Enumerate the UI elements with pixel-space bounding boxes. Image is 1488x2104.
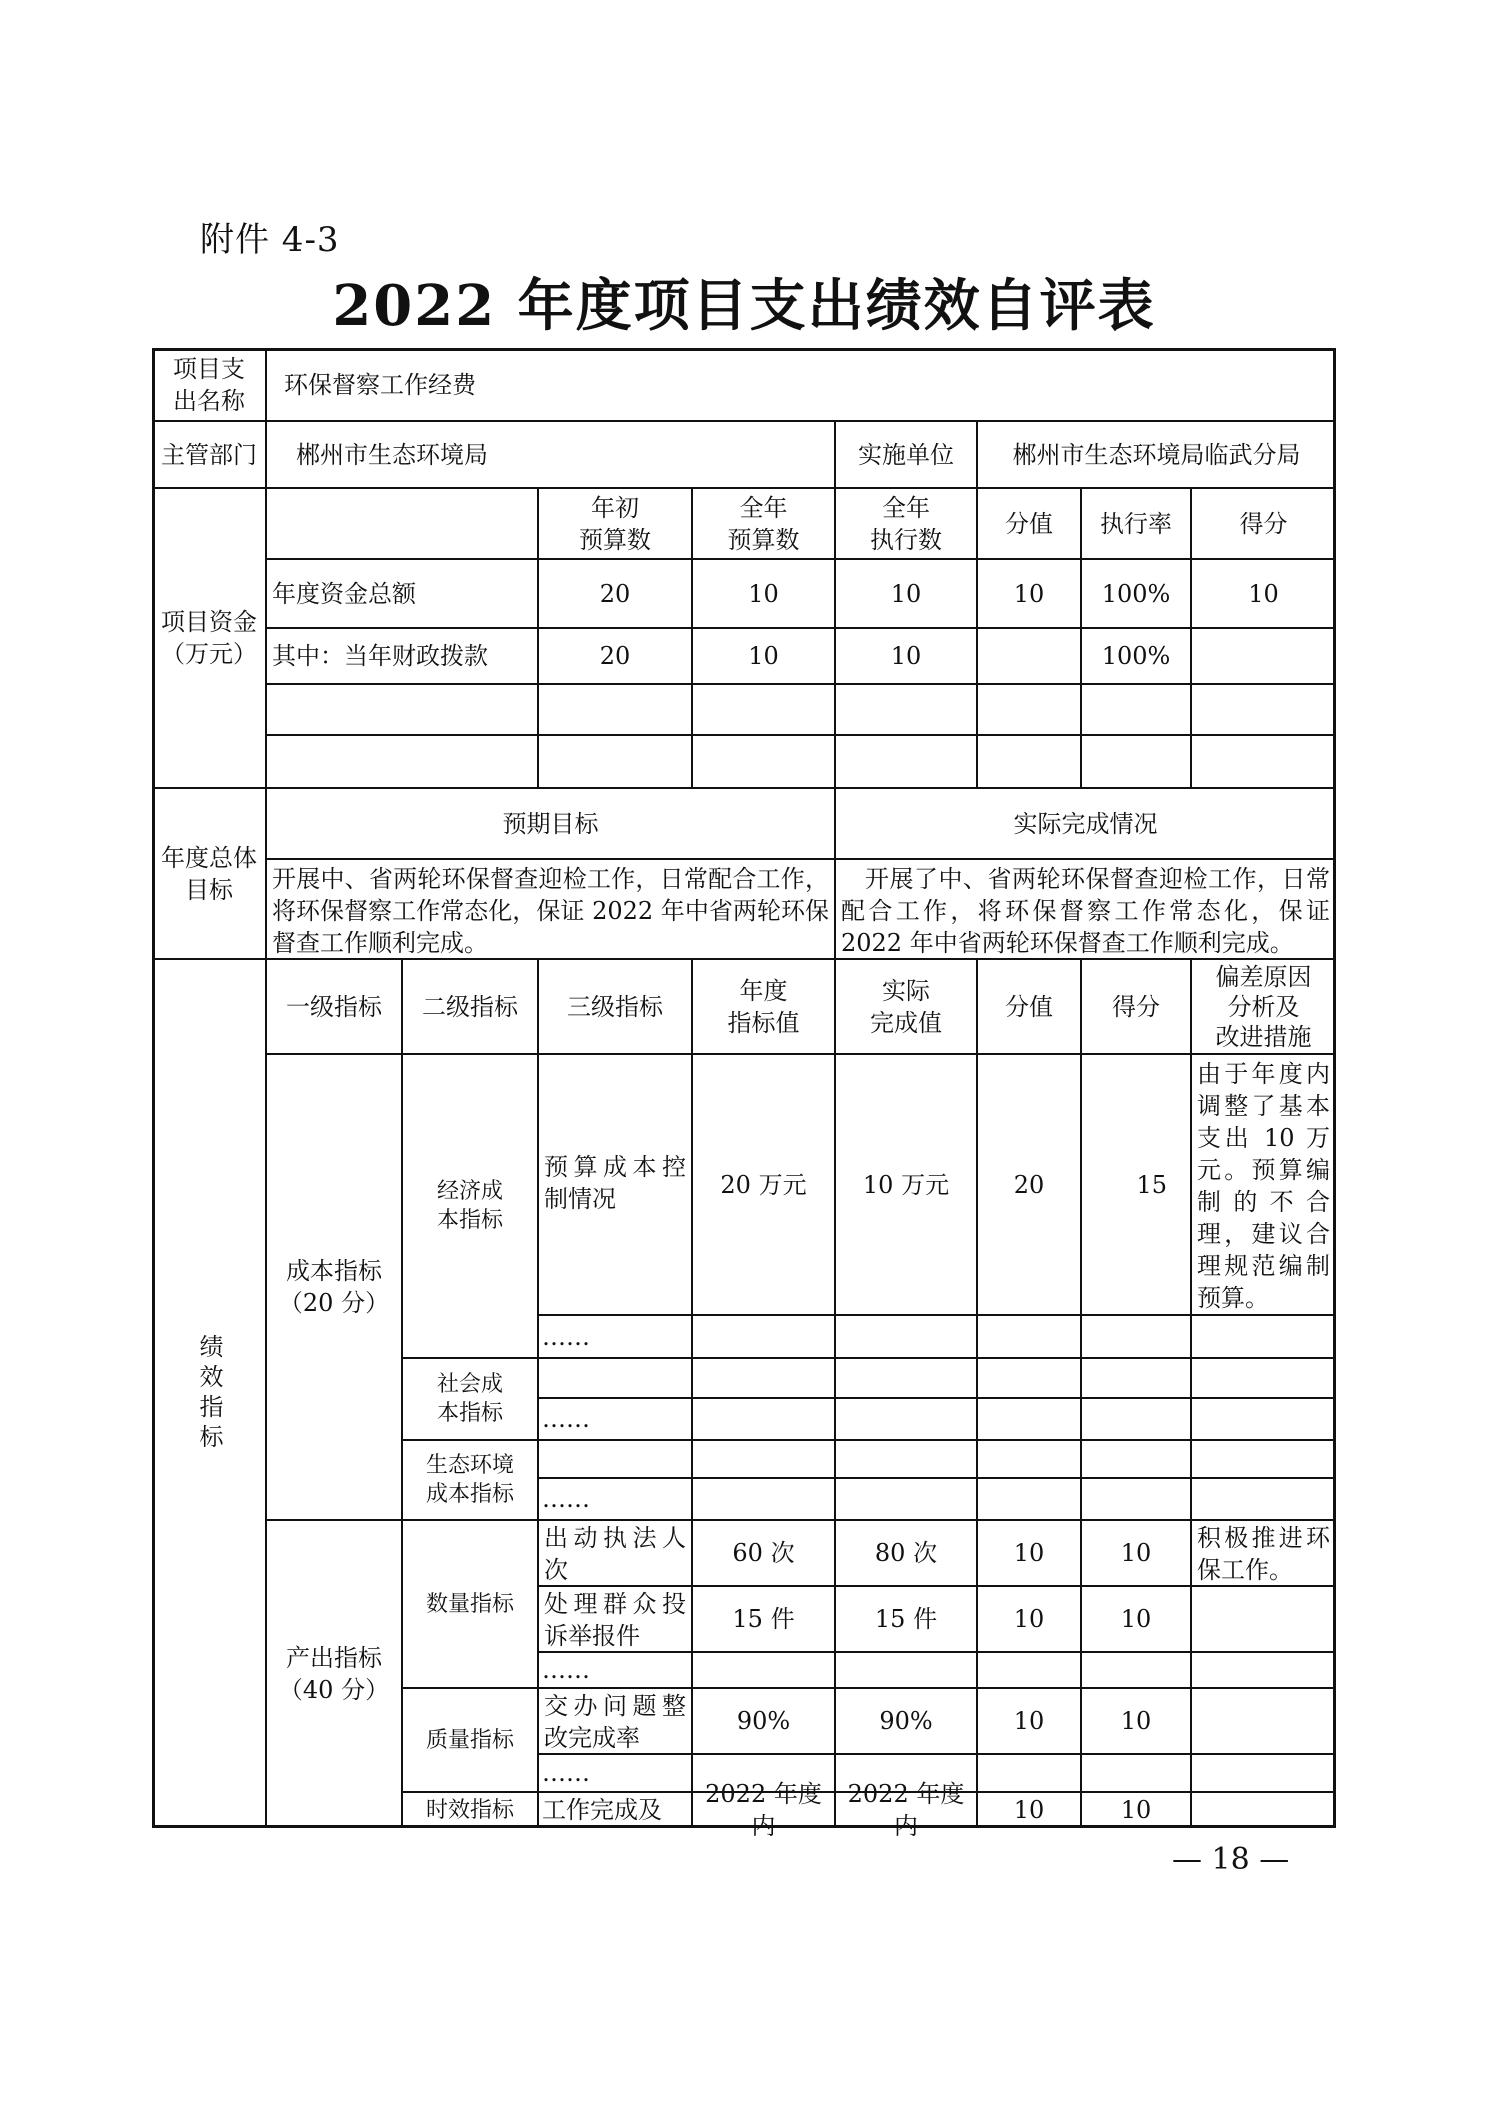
completion-score: 10: [1120, 1796, 1152, 1824]
quality-ellipsis: ……: [542, 1759, 590, 1787]
impl-label: 实施单位: [858, 440, 954, 469]
perf-header-score: 得分: [1112, 992, 1160, 1021]
completion-actual: 2022 年度内: [847, 1780, 965, 1840]
perf-header-actual: 实际 完成值: [870, 976, 942, 1037]
funds-row-total-initial: 20: [599, 579, 631, 608]
budget-control-score: 15: [1136, 1170, 1167, 1199]
rectification-score-value: 10: [1013, 1707, 1045, 1735]
funds-header-score: 得分: [1239, 509, 1288, 538]
rectification-target: 90%: [736, 1707, 791, 1735]
page-title: 2022 年度项目支出绩效自评表: [332, 273, 1156, 339]
indicator-enforcement: 出动执法人次: [544, 1524, 686, 1584]
perf-header-deviation: 偏差原因 分析及 改进措施: [1215, 962, 1312, 1051]
funds-row-fiscal-annual: 10: [748, 642, 779, 670]
complaints-score: 10: [1120, 1605, 1152, 1633]
perf-header-level3: 三级指标: [567, 992, 663, 1021]
performance-label: 绩效指标: [195, 1333, 223, 1454]
completion-score-value: 10: [1013, 1796, 1045, 1824]
funds-row-fiscal-score: [1191, 628, 1336, 684]
indicator-budget-control: 预算成本控制情况: [544, 1152, 686, 1213]
budget-control-score-value: 20: [1013, 1170, 1045, 1199]
goals-label: 年度总体 目标: [161, 843, 257, 904]
social-ellipsis: ……: [542, 1405, 590, 1433]
enforcement-target: 60 次: [732, 1539, 795, 1567]
economic-ellipsis: ……: [542, 1322, 590, 1351]
completion-target: 2022 年度内: [705, 1780, 822, 1840]
level2-timeliness: 时效指标: [425, 1797, 514, 1823]
goals-expected-label: 预期目标: [502, 809, 599, 838]
indicator-rectification: 交办问题整改完成率: [544, 1692, 686, 1752]
goals-actual-label: 实际完成情况: [1013, 809, 1158, 838]
complaints-actual: 15 件: [874, 1605, 938, 1633]
project-name-label: 项目支 出名称: [173, 354, 245, 415]
quantity-ellipsis: ……: [542, 1656, 590, 1684]
complaints-score-value: 10: [1013, 1605, 1045, 1633]
enforcement-score-value: 10: [1013, 1539, 1045, 1567]
budget-control-note: 由于年度内调整了基本支出 10 万元。预算编制的不合理，建议合理规范编制预算。: [1197, 1060, 1330, 1312]
level2-social: 社会成 本指标: [436, 1372, 503, 1426]
funds-header-executed: 全年 执行数: [870, 493, 942, 554]
enforcement-score: 10: [1120, 1539, 1152, 1567]
funds-header-initial: 年初 预算数: [579, 493, 651, 554]
perf-header-target: 年度 指标值: [727, 976, 800, 1037]
funds-row-fiscal-score-value: [977, 628, 1081, 684]
funds-row-total-name: 年度资金总额: [272, 579, 416, 608]
funds-header-annual: 全年 预算数: [727, 493, 800, 554]
dept-value: 郴州市生态环境局: [296, 440, 488, 469]
funds-row-total-rate: 100%: [1101, 579, 1171, 608]
indicator-completion: 工作完成及: [542, 1796, 662, 1824]
perf-header-level1: 一级指标: [286, 992, 382, 1021]
evaluation-table: [152, 348, 1336, 1840]
funds-row-total-score-value: 10: [1013, 579, 1045, 608]
perf-header-level2: 二级指标: [422, 992, 518, 1021]
funds-row-total-score: 10: [1248, 579, 1279, 608]
attachment-label: 附件 4-3: [200, 220, 340, 260]
funds-row-fiscal-name: 其中：当年财政拨款: [272, 642, 488, 670]
funds-header-score-value: 分值: [1005, 509, 1053, 538]
funds-row-fiscal-rate: 100%: [1101, 642, 1171, 670]
rectification-score: 10: [1120, 1707, 1152, 1735]
impl-value: 郴州市生态环境局临武分局: [1012, 440, 1301, 469]
complaints-target: 15 件: [732, 1605, 795, 1633]
funds-row-fiscal-initial: 20: [599, 642, 631, 670]
page-number: — 18 —: [1172, 1842, 1290, 1877]
level2-quality: 质量指标: [425, 1727, 514, 1753]
level1-output: 产出指标 （40 分）: [278, 1644, 390, 1704]
eco-ellipsis: ……: [542, 1485, 590, 1513]
dept-label: 主管部门: [161, 440, 257, 469]
level2-eco: 生态环境 成本指标: [425, 1453, 514, 1507]
funds-header-rate: 执行率: [1100, 509, 1172, 538]
project-name: 环保督察工作经费: [284, 370, 476, 399]
indicator-complaints: 处理群众投诉举报件: [544, 1590, 686, 1650]
goals-actual-text: 开展了中、省两轮环保督查迎检工作，日常配合工作，将环保督察工作常态化，保证 2022 年中省两轮环保督查工作顺利完成。: [841, 865, 1330, 957]
funds-label: 项目资金 （万元）: [161, 608, 257, 668]
level1-cost: 成本指标 （20 分）: [278, 1257, 390, 1317]
perf-header-score-value: 分值: [1005, 992, 1053, 1021]
funds-row-total-annual: 10: [748, 579, 779, 608]
funds-row-fiscal-executed: 10: [890, 642, 922, 670]
budget-control-actual: 10 万元: [862, 1170, 950, 1199]
rectification-actual: 90%: [879, 1707, 933, 1735]
goals-expected-text: 开展中、省两轮环保督查迎检工作，日常配合工作，将环保督察工作常态化，保证 2022 年中省两轮环保督查工作顺利完成。: [272, 865, 829, 957]
enforcement-note: 积极推进环保工作。: [1197, 1524, 1330, 1584]
budget-control-target: 20 万元: [720, 1170, 807, 1199]
level2-economic: 经济成 本指标: [436, 1179, 503, 1233]
level2-quantity: 数量指标: [425, 1591, 514, 1617]
funds-row-total-executed: 10: [890, 579, 922, 608]
enforcement-actual: 80 次: [874, 1539, 938, 1567]
